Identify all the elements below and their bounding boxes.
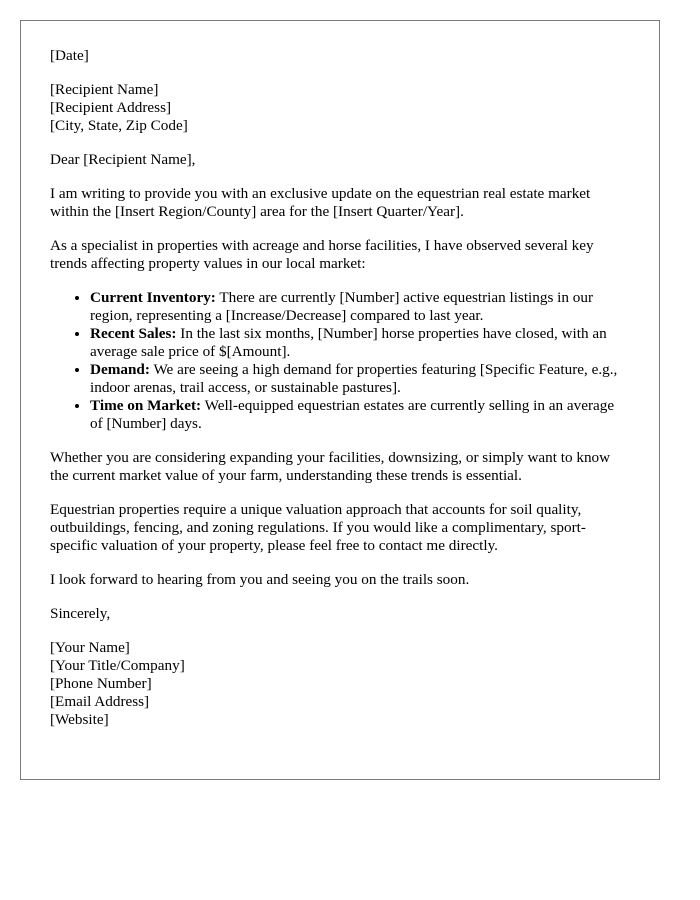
list-item [90, 289, 630, 325]
intro-paragraph: I am writing to provide you with an exclusive update on the equestrian real estate market within the [Insert Region/County] area for the [Insert Quarter/Year]. [50, 185, 591, 220]
date: [Date] [50, 47, 89, 64]
letter-content [50, 47, 630, 729]
sender-title-company: [Your Title/Company] [50, 657, 185, 674]
trend-label: Time on Market: [90, 397, 202, 414]
trend-text: We are seeing a high demand for properties featuring [Specific Feature, e.g., indoor arenas, trail access, or sustainable pastures]. [90, 361, 618, 396]
sender-phone: [Phone Number] [50, 675, 152, 692]
list-item [90, 325, 630, 361]
recipient-name: [Recipient Name] [50, 81, 159, 98]
signoff: Sincerely, [50, 605, 111, 622]
sender-email: [Email Address] [50, 693, 150, 710]
recipient-address: [Recipient Address] [50, 99, 172, 116]
sender-name: [Your Name] [50, 639, 130, 656]
date-block [50, 47, 630, 65]
signature-block [50, 639, 630, 729]
sender-website: [Website] [50, 711, 109, 728]
observation-paragraph: As a specialist in properties with acreage and horse facilities, I have observed several key trends affecting property values in our local market: [50, 237, 594, 272]
recipient-block [50, 81, 630, 135]
trend-text: There are currently [Number] active equestrian listings in our region, representing a [Increase/Decrease] compared to last year. [90, 289, 594, 324]
list-item [90, 361, 630, 397]
valuation-paragraph: Equestrian properties require a unique valuation approach that accounts for soil quality, outbuildings, fencing, and zoning regulations. If you would like a complimentary, sport-specific valuation of your property, please feel free to contact me directly. [50, 501, 586, 554]
trend-text: Well-equipped equestrian estates are currently selling in an average of [Number] days. [90, 397, 615, 432]
salutation: Dear [Recipient Name], [50, 151, 196, 168]
consideration-paragraph: Whether you are considering expanding your facilities, downsizing, or simply want to know the current market value of your farm, understanding these trends is essential. [50, 449, 611, 484]
trend-label: Recent Sales: [90, 325, 177, 342]
letter-page [20, 20, 660, 780]
trend-text: In the last six months, [Number] horse properties have closed, with an average sale price of $[Amount]. [90, 325, 607, 360]
trends-list [50, 289, 630, 433]
list-item [90, 397, 630, 433]
trend-label: Current Inventory: [90, 289, 216, 306]
recipient-city-state-zip: [City, State, Zip Code] [50, 117, 188, 134]
trend-label: Demand: [90, 361, 150, 378]
closing-paragraph: I look forward to hearing from you and seeing you on the trails soon. [50, 571, 470, 588]
